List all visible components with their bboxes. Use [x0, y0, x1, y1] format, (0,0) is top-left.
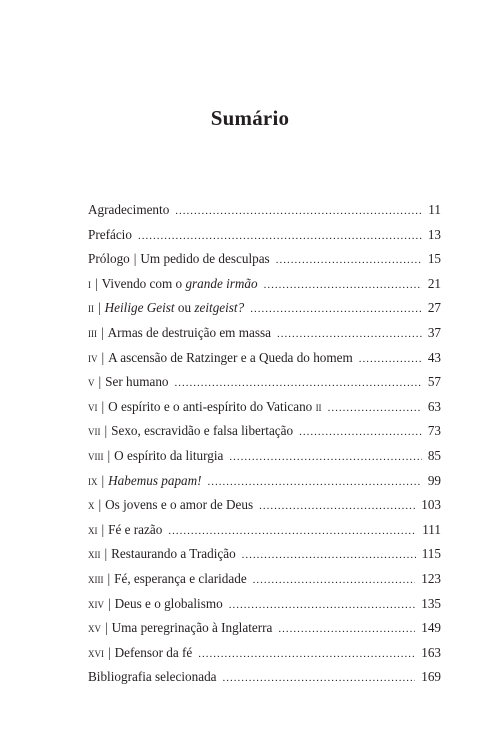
entry-title: Os jovens e o amor de Deus — [105, 497, 254, 513]
separator: | — [101, 324, 104, 340]
entry-numeral: i — [88, 275, 91, 291]
entry-page: 27 — [427, 300, 441, 316]
toc-entry-agradecimento[interactable] — [88, 198, 441, 223]
entry-page: 73 — [427, 423, 441, 439]
dot-leader — [277, 322, 422, 347]
dot-leader — [359, 347, 422, 372]
toc-entry-chapter-4[interactable] — [88, 346, 441, 371]
entry-page: 111 — [422, 521, 441, 537]
dot-leader — [264, 273, 422, 298]
entry-title: Prefácio — [88, 226, 132, 242]
entry-title: Bibliografia selecionada — [88, 669, 217, 685]
dot-leader — [175, 371, 422, 396]
dot-leader — [229, 593, 416, 618]
entry-page: 103 — [421, 497, 441, 513]
dot-leader — [138, 224, 422, 249]
entry-title: Vivendo com o grande irmão — [101, 275, 258, 291]
entry-page: 13 — [427, 226, 441, 242]
separator: | — [101, 472, 105, 488]
entry-page: 21 — [427, 275, 441, 291]
entry-title: Fé e razão — [108, 521, 163, 537]
entry-title: Armas de destruição em massa — [107, 324, 271, 340]
entry-numeral: xi — [88, 521, 98, 537]
dot-leader — [278, 617, 415, 642]
toc-entry-chapter-12[interactable] — [88, 542, 441, 567]
entry-numeral: ix — [88, 472, 98, 488]
toc-entry-chapter-13[interactable] — [88, 567, 441, 592]
entry-page: 11 — [428, 202, 441, 217]
entry-numeral: xiii — [88, 570, 104, 586]
entry-page: 123 — [421, 570, 441, 586]
entry-title: Habemus papam! — [108, 472, 202, 488]
entry-numeral: v — [88, 374, 95, 390]
toc-entry-chapter-8[interactable] — [88, 444, 441, 469]
entry-title: Uma peregrinação à Inglaterra — [111, 620, 273, 636]
entry-numeral: xii — [88, 546, 101, 562]
entry-title: O espírito e o anti-espírito do Vaticano ii — [108, 398, 322, 414]
toc-entry-prologo[interactable] — [88, 247, 441, 272]
entry-title: Agradecimento — [88, 202, 170, 217]
entry-title: A ascensão de Ratzinger e a Queda do homem — [108, 349, 353, 365]
entry-numeral: ii — [88, 300, 94, 316]
entry-numeral: iii — [88, 324, 97, 340]
separator: | — [101, 521, 105, 537]
table-of-contents — [88, 198, 441, 690]
entry-title: Fé, esperança e claridade — [114, 570, 247, 586]
separator: | — [101, 398, 105, 414]
entry-title: Restaurando a Tradição — [111, 546, 236, 562]
dot-leader — [253, 568, 416, 593]
entry-page: 135 — [421, 595, 441, 611]
separator: | — [104, 546, 108, 562]
toc-entry-bibliografia[interactable] — [88, 665, 441, 690]
toc-entry-chapter-7[interactable] — [88, 419, 441, 444]
toc-entry-chapter-6[interactable] — [88, 395, 441, 420]
dot-leader — [276, 248, 422, 273]
entry-title: Defensor da fé — [114, 644, 193, 660]
toc-entry-chapter-9[interactable] — [88, 469, 441, 494]
toc-entry-chapter-11[interactable] — [88, 518, 441, 543]
entry-numeral: xv — [88, 620, 101, 636]
separator: | — [108, 595, 111, 611]
entry-page: 115 — [421, 546, 441, 562]
entry-page: 169 — [421, 669, 441, 685]
dot-leader — [242, 543, 416, 568]
dot-leader — [259, 494, 415, 519]
separator: | — [107, 447, 111, 463]
entry-title: Sexo, escravidão e falsa libertação — [111, 423, 294, 439]
separator: | — [108, 644, 111, 660]
entry-numeral: xiv — [88, 595, 104, 611]
page-title: Sumário — [210, 106, 290, 130]
dot-leader — [175, 199, 422, 224]
toc-entry-chapter-14[interactable] — [88, 592, 441, 617]
dot-leader — [223, 666, 416, 691]
separator: | — [107, 570, 111, 586]
entry-numeral: xvi — [88, 644, 104, 660]
entry-numeral: viii — [88, 447, 104, 463]
dot-leader — [208, 470, 422, 495]
separator: | — [105, 620, 108, 636]
entry-title: Um pedido de desculpas — [140, 251, 270, 267]
entry-page: 163 — [421, 644, 441, 660]
separator: | — [104, 423, 108, 439]
separator: | — [101, 349, 105, 365]
separator: | — [98, 374, 102, 390]
dot-leader — [250, 297, 422, 322]
entry-title: Deus e o globalismo — [114, 595, 223, 611]
entry-numeral: vii — [88, 423, 101, 439]
entry-page: 63 — [427, 398, 441, 414]
toc-entry-chapter-15[interactable] — [88, 616, 441, 641]
dot-leader — [198, 642, 415, 667]
entry-page: 43 — [427, 349, 441, 365]
toc-entry-chapter-2[interactable] — [88, 296, 441, 321]
entry-numeral: x — [88, 497, 95, 513]
toc-entry-prefacio[interactable] — [88, 223, 441, 248]
entry-page: 57 — [427, 374, 441, 390]
separator: | — [98, 497, 102, 513]
toc-entry-chapter-10[interactable] — [88, 493, 441, 518]
entry-numeral: Prólogo — [88, 251, 130, 267]
dot-leader — [229, 445, 421, 470]
dot-leader — [328, 396, 422, 421]
entry-page: 149 — [421, 620, 441, 636]
entry-numeral: iv — [88, 349, 98, 365]
toc-entry-chapter-1[interactable] — [88, 272, 441, 297]
toc-entry-chapter-5[interactable] — [88, 370, 441, 395]
entry-title: O espírito da liturgia — [114, 447, 224, 463]
toc-entry-chapter-3[interactable] — [88, 321, 441, 346]
entry-title: Heilige Geist ou zeitgeist? — [104, 300, 245, 316]
entry-title: Ser humano — [105, 374, 169, 390]
separator: | — [95, 275, 98, 291]
separator: | — [133, 251, 137, 267]
entry-page: 37 — [427, 324, 441, 340]
dot-leader — [168, 519, 416, 544]
toc-entry-chapter-16[interactable] — [88, 641, 441, 666]
entry-page: 85 — [427, 447, 441, 463]
dot-leader — [299, 420, 422, 445]
separator: | — [98, 300, 101, 316]
entry-numeral: vi — [88, 398, 98, 414]
entry-page: 99 — [427, 472, 441, 488]
entry-page: 15 — [427, 251, 441, 267]
